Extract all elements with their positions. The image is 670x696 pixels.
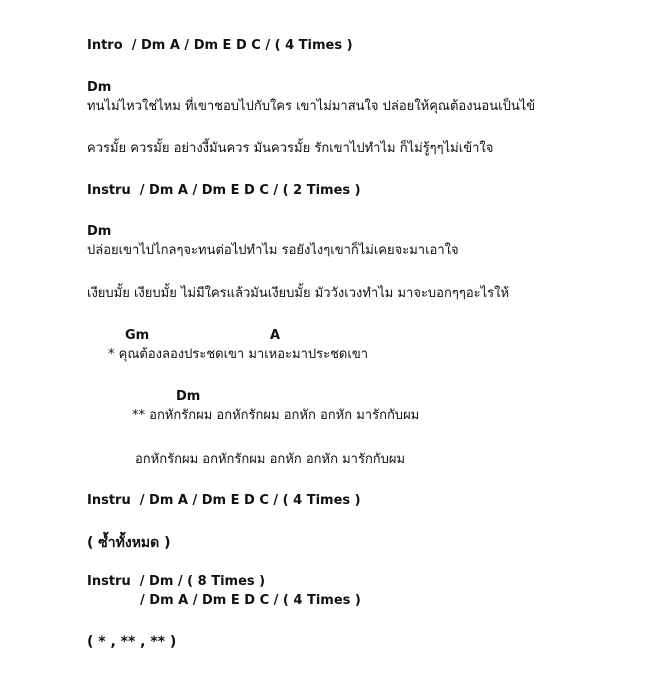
verse1-lyric-line-2: ควรมั้ย ควรมั้ย อย่างงี้มันควร มันควรมั้ย รักเขาไปทำไม ก็ไม่รู้ๆๆไม่เข้าใจ [87,141,494,156]
instru-line-1: Instru / Dm A / Dm E D C / ( 2 Times ) [87,183,361,198]
pre-chorus-lyric: * คุณต้องลองประชดเขา มาเหอะมาประชดเขา [108,347,369,362]
chorus-lyric-line-1: ** อกหักรักผม อกหักรักผม อกหัก อกหัก มารักกับผม [132,408,420,423]
instru-line-3b: / Dm A / Dm E D C / ( 4 Times ) [140,593,361,608]
instru-line-3a: Instru / Dm / ( 8 Times ) [87,574,266,589]
verse2-lyric-line-1: ปล่อยเขาไปไกลๆจะทนต่อไปทำไม รอยังไงๆเขาก็ไม่เคยจะมาเอาใจ [87,243,459,258]
chorus-chord: Dm [176,389,201,404]
intro-line: Intro / Dm A / Dm E D C / ( 4 Times ) [87,38,353,53]
chorus-lyric-line-2: อกหักรักผม อกหักรักผม อกหัก อกหัก มารักกับผม [135,452,406,467]
instru-line-2: Instru / Dm A / Dm E D C / ( 4 Times ) [87,493,361,508]
pre-chorus-chord-gm: Gm [125,328,150,343]
repeat-all-note: ( ซ้ำทั้งหมด ) [87,535,171,551]
verse1-chord: Dm [87,80,112,95]
verse1-lyric-line-1: ทนไม่ไหวใช่ไหม ที่เขาชอบไปกับใคร เขาไม่มาสนใจ ปล่อยให้คุณต้องนอนเป็นไข้ [87,99,536,114]
verse2-lyric-line-2: เงียบมั้ย เงียบมั้ย ไม่มีใครแล้วมันเงียบมั้ย มัววังเวงทำไม มาจะบอกๆๆอะไรให้ [87,286,510,301]
verse2-chord: Dm [87,224,112,239]
pre-chorus-chord-a: A [270,328,281,343]
repeat-marks: ( * , ** , ** ) [87,634,177,650]
